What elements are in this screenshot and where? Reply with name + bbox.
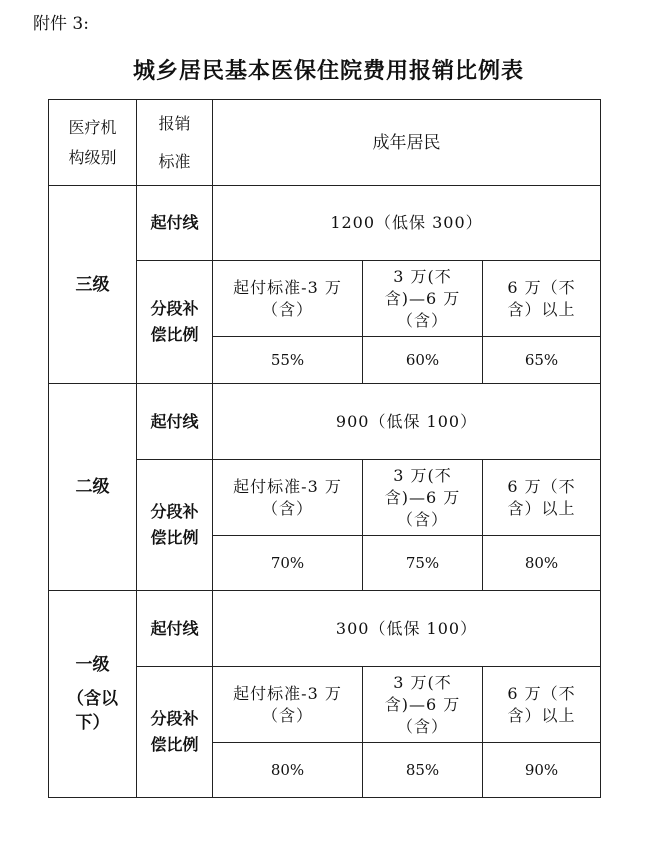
deductible-label: 起付线 <box>137 591 213 667</box>
ratio-value: 80% <box>213 743 363 798</box>
ratio-value: 60% <box>363 337 483 384</box>
tier-1 <box>213 460 363 536</box>
tier-text: （含） <box>261 705 313 725</box>
ratio-value: 90% <box>483 743 601 798</box>
level-name: 二级 <box>75 477 110 497</box>
deductible-label: 起付线 <box>137 384 213 460</box>
tier-text: 6 万（不 <box>507 683 576 703</box>
level-name: 下） <box>75 713 110 733</box>
ratio-value: 55% <box>213 337 363 384</box>
ratio-label <box>137 667 213 798</box>
attachment-label: 附件 3: <box>33 14 89 34</box>
table-header-row <box>49 100 601 186</box>
tier-3 <box>483 261 601 337</box>
header-institution-level <box>49 100 137 186</box>
header-text: 构级别 <box>68 147 117 167</box>
tier-text: 含）以上 <box>507 705 576 725</box>
header-text: 医疗机 <box>68 117 117 137</box>
tier-text: 含)—6 万 <box>384 487 461 507</box>
ratio-value: 75% <box>363 536 483 591</box>
ratio-label-text: 偿比例 <box>150 735 199 754</box>
ratio-label-text: 分段补 <box>150 299 199 318</box>
tier-1 <box>213 261 363 337</box>
reimbursement-table <box>48 99 601 798</box>
ratio-value: 65% <box>483 337 601 384</box>
tier-3 <box>483 460 601 536</box>
tier-2 <box>363 261 483 337</box>
tier-text: （含） <box>396 509 448 529</box>
level-name: 一级 <box>75 655 110 675</box>
page-title: 城乡居民基本医保住院费用报销比例表 <box>132 58 524 84</box>
deductible-value: 1200（低保 300） <box>213 186 601 261</box>
table-row <box>49 384 601 460</box>
level-name: （含以 <box>67 689 118 709</box>
tier-text: 6 万（不 <box>507 476 576 496</box>
level-cell <box>49 384 137 591</box>
ratio-label-text: 分段补 <box>150 709 199 728</box>
tier-text: （含） <box>261 299 313 319</box>
level-cell <box>49 186 137 384</box>
ratio-label <box>137 460 213 591</box>
tier-3 <box>483 667 601 743</box>
ratio-value: 70% <box>213 536 363 591</box>
tier-text: （含） <box>261 498 313 518</box>
ratio-label <box>137 261 213 384</box>
header-standard <box>137 100 213 186</box>
tier-text: 含）以上 <box>507 498 576 518</box>
tier-text: （含） <box>396 716 448 736</box>
level-name: 三级 <box>75 274 110 295</box>
ratio-value: 85% <box>363 743 483 798</box>
ratio-value: 80% <box>483 536 601 591</box>
deductible-value: 300（低保 100） <box>213 591 601 667</box>
header-text: 标准 <box>158 151 191 171</box>
table-row <box>49 591 601 667</box>
deductible-value: 900（低保 100） <box>213 384 601 460</box>
tier-text: 含)—6 万 <box>384 288 461 308</box>
tier-2 <box>363 460 483 536</box>
level-cell <box>49 591 137 798</box>
tier-1 <box>213 667 363 743</box>
tier-text: 3 万(不 <box>393 465 452 485</box>
header-adult-residents: 成年居民 <box>213 100 601 186</box>
tier-text: 起付标准-3 万 <box>233 476 342 496</box>
ratio-label-text: 偿比例 <box>150 528 199 547</box>
deductible-label: 起付线 <box>137 186 213 261</box>
tier-text: 含)—6 万 <box>384 694 461 714</box>
tier-text: 3 万(不 <box>393 266 452 286</box>
tier-text: 起付标准-3 万 <box>233 683 342 703</box>
tier-text: 起付标准-3 万 <box>233 277 342 297</box>
header-text: 报销 <box>158 113 191 133</box>
tier-text: （含） <box>396 310 448 330</box>
table-row <box>49 186 601 261</box>
tier-text: 6 万（不 <box>507 277 576 297</box>
tier-text: 含）以上 <box>507 299 576 319</box>
tier-text: 3 万(不 <box>393 672 452 692</box>
tier-2 <box>363 667 483 743</box>
ratio-label-text: 偿比例 <box>150 325 199 344</box>
ratio-label-text: 分段补 <box>150 502 199 521</box>
